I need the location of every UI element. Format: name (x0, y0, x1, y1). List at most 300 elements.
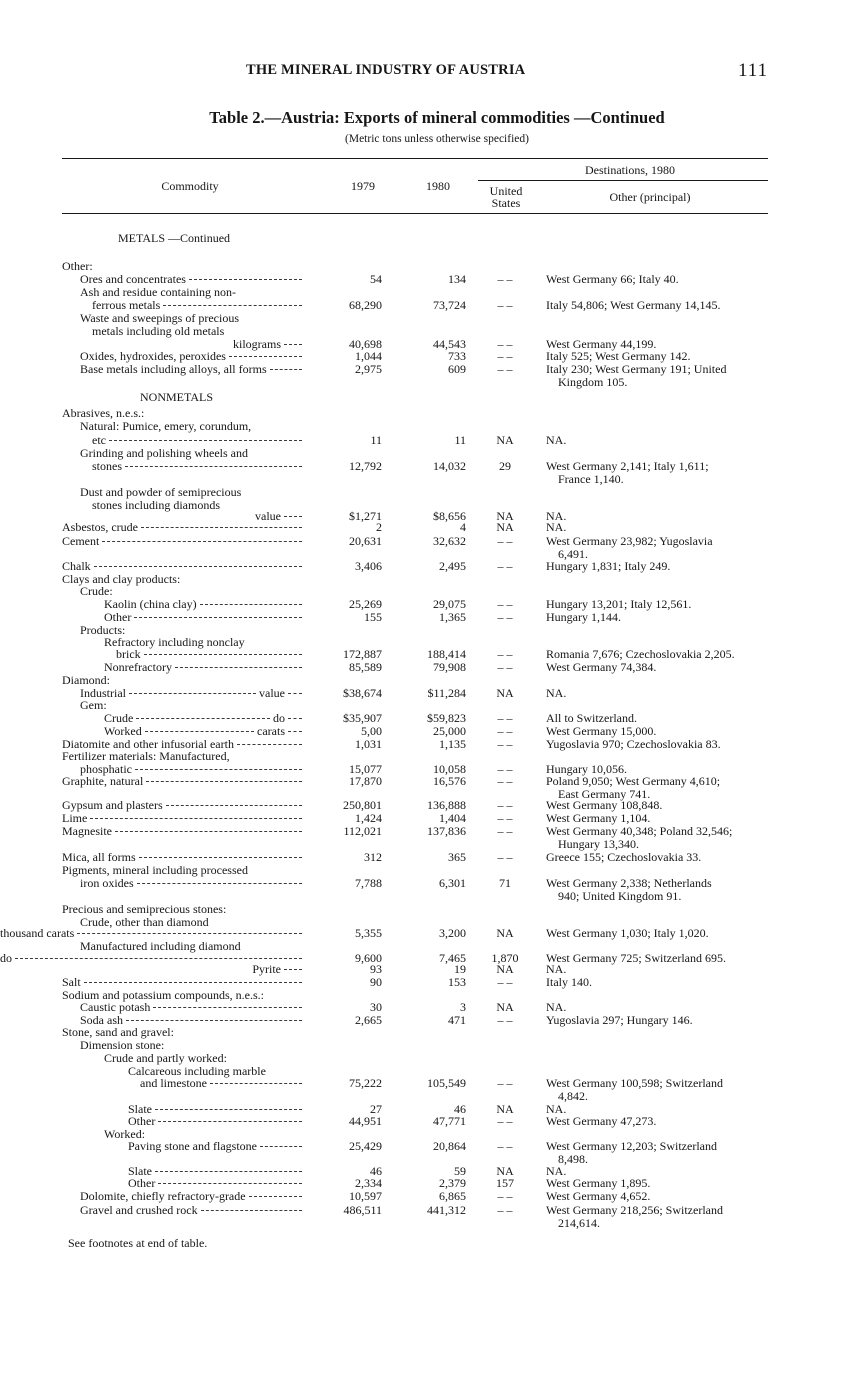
value-other-principal: Italy 140. (546, 975, 592, 989)
dot-leader (166, 804, 302, 806)
dot-leader (155, 1108, 302, 1110)
value-1979: 44,951 (349, 1114, 382, 1128)
row-label-text: Caustic potash (80, 1000, 151, 1014)
dot-leader (210, 1082, 302, 1084)
row-label: Dust and powder of semiprecious (80, 485, 242, 499)
value-other-principal: NA. (546, 509, 567, 523)
value-united-states: NA (496, 433, 514, 447)
value-united-states: NA (496, 926, 514, 940)
row-label: Ash and residue containing non- (80, 285, 236, 299)
value-1979: 46 (370, 1164, 382, 1178)
value-other-principal: Hungary 13,201; Italy 12,561. (546, 597, 692, 611)
dot-leader (135, 768, 302, 770)
table-footnote: See footnotes at end of table. (68, 1236, 208, 1250)
dot-leader (284, 515, 302, 517)
value-1979: 15,077 (349, 762, 382, 776)
value-united-states: – – (497, 1203, 513, 1217)
value-other-principal: West Germany 15,000. (546, 724, 657, 738)
dot-leader (288, 730, 302, 732)
row-label: Crude and partly worked: (104, 1051, 227, 1065)
page-number: 111 (738, 60, 769, 81)
value-united-states: – – (497, 349, 513, 363)
dot-leader (163, 304, 302, 306)
value-1979: 54 (370, 272, 382, 286)
row-label: Crude: (80, 584, 113, 598)
row-label: stones including diamonds (92, 498, 220, 512)
row-label-text: etc (92, 433, 106, 447)
row-label: Abrasives, n.e.s.: (62, 406, 145, 420)
value-1980: 153 (448, 975, 466, 989)
value-united-states: – – (497, 597, 513, 611)
value-1979: 5,00 (361, 724, 382, 738)
value-1980: 25,000 (433, 724, 466, 738)
value-united-states: 1,870 (491, 951, 519, 965)
value-1980: 6,301 (439, 876, 466, 890)
row-unit: do (273, 711, 285, 725)
value-other-principal: West Germany 1,030; Italy 1,020. (546, 926, 709, 940)
value-1980: 3 (460, 1000, 466, 1014)
value-other-principal: West Germany 100,598; Switzerland (546, 1076, 723, 1090)
col-head-1979: 1979 (351, 179, 375, 193)
row-label-text: and limestone (140, 1076, 207, 1090)
value-1979: 2,665 (355, 1013, 382, 1027)
value-united-states: – – (497, 1013, 513, 1027)
value-united-states: NA (496, 962, 514, 976)
row-label-text: Cement (62, 534, 100, 548)
row-label-text: brick (116, 647, 141, 661)
dot-leader (288, 692, 302, 694)
value-other-principal: East Germany 741. (558, 787, 651, 801)
value-united-states: – – (497, 1114, 513, 1128)
dot-leader (102, 540, 302, 542)
row-label-text: Ores and concentrates (80, 272, 186, 286)
value-other-principal: NA. (546, 962, 567, 976)
row-label (80, 1001, 302, 1013)
dot-leader (144, 653, 302, 655)
value-1979: 486,511 (343, 1203, 382, 1217)
row-label: Manufactured including diamond (80, 939, 241, 953)
value-other-principal: Hungary 1,144. (546, 610, 621, 624)
value-1979: 93 (370, 962, 382, 976)
dot-leader (158, 1120, 302, 1122)
dot-leader (260, 1145, 302, 1147)
value-1980: 16,576 (433, 774, 466, 788)
value-1979: 17,870 (349, 774, 382, 788)
dot-leader (284, 968, 302, 970)
row-label: Clays and clay products: (62, 572, 181, 586)
value-1980: 73,724 (433, 298, 466, 312)
value-1979: 25,429 (349, 1139, 382, 1153)
value-1979: 25,269 (349, 597, 382, 611)
dot-leader (155, 1170, 302, 1172)
col-head-destinations: Destinations, 1980 (585, 163, 675, 177)
value-1980: 46 (454, 1102, 466, 1116)
value-other-principal: NA. (546, 686, 567, 700)
row-label: Dimension stone: (80, 1038, 165, 1052)
value-1979: $38,674 (343, 686, 382, 700)
col-head-commodity: Commodity (161, 179, 219, 193)
value-united-states: – – (497, 798, 513, 812)
value-1979: 10,597 (349, 1189, 382, 1203)
row-label: NONMETALS (140, 390, 214, 404)
dot-leader (139, 856, 302, 858)
row-label-text: Salt (62, 975, 81, 989)
row-label (80, 1204, 302, 1216)
row-label-text: Paving stone and flagstone (128, 1139, 257, 1153)
value-other-principal: West Germany 108,848. (546, 798, 663, 812)
col-head-united: United (489, 184, 523, 198)
value-other-principal: West Germany 44,199. (546, 337, 657, 351)
value-1979: 112,021 (343, 824, 382, 838)
row-label: Gem: (80, 698, 107, 712)
value-united-states: – – (497, 298, 513, 312)
value-1979: 155 (364, 610, 382, 624)
dot-leader (189, 278, 302, 280)
row-label: Grinding and polishing wheels and (80, 446, 248, 460)
value-1980: 134 (448, 272, 466, 286)
row-label (104, 598, 302, 610)
value-other-principal: 6,491. (558, 547, 588, 561)
row-label: Stone, sand and gravel: (62, 1025, 174, 1039)
value-1979: 12,792 (349, 459, 382, 473)
dot-leader (229, 355, 302, 357)
row-label: Precious and semiprecious stones: (62, 902, 227, 916)
row-label-text: Crude (104, 711, 134, 725)
value-other-principal: West Germany 12,203; Switzerland (546, 1139, 717, 1153)
value-1979: 1,031 (355, 737, 382, 751)
value-1980: 733 (448, 349, 466, 363)
value-other-principal: 214,614. (558, 1216, 600, 1230)
value-1979: 11 (370, 433, 382, 447)
value-other-principal: Hungary 13,340. (558, 837, 639, 851)
value-1980: 6,865 (439, 1189, 466, 1203)
row-label: Diamond: (62, 673, 110, 687)
value-1980: 609 (448, 362, 466, 376)
value-other-principal: West Germany 66; Italy 40. (546, 272, 679, 286)
value-1980: 136,888 (427, 798, 466, 812)
value-1980: 7,465 (439, 951, 466, 965)
row-label-text: stones (92, 459, 122, 473)
row-label (104, 661, 302, 673)
value-1979: 30 (370, 1000, 382, 1014)
value-1979: 1,424 (355, 811, 382, 825)
row-label (62, 535, 302, 547)
dot-leader (270, 368, 302, 370)
value-1980: 4 (460, 520, 466, 534)
table-subtitle: (Metric tons unless otherwise specified) (345, 133, 529, 145)
value-1980: 1,135 (439, 737, 466, 751)
value-other-principal: Hungary 1,831; Italy 249. (546, 559, 671, 573)
value-other-principal: West Germany 40,348; Poland 32,546; (546, 824, 733, 838)
row-label (92, 434, 302, 446)
value-1980: $8,656 (433, 509, 466, 523)
value-other-principal: Italy 525; West Germany 142. (546, 349, 691, 363)
value-1979: 2,334 (355, 1176, 382, 1190)
dot-leader (94, 565, 302, 567)
value-1979: 250,801 (343, 798, 382, 812)
value-1980: $11,284 (427, 686, 466, 700)
row-label (128, 1177, 302, 1189)
row-label (62, 775, 302, 787)
value-united-states: 29 (499, 459, 511, 473)
value-1980: 59 (454, 1164, 466, 1178)
dot-leader (136, 717, 270, 719)
value-1979: 85,589 (349, 660, 382, 674)
value-other-principal: NA. (546, 1000, 567, 1014)
dot-leader (125, 465, 302, 467)
row-label-text: phosphatic (80, 762, 132, 776)
value-united-states: – – (497, 1189, 513, 1203)
row-label (62, 521, 302, 533)
row-label (92, 460, 302, 472)
value-other-principal: Italy 54,806; West Germany 14,145. (546, 298, 721, 312)
value-1979: 20,631 (349, 534, 382, 548)
row-label-text: Lime (62, 811, 88, 825)
row-label-text: Nonrefractory (104, 660, 172, 674)
row-label-text: Asbestos, crude (62, 520, 138, 534)
value-united-states: – – (497, 762, 513, 776)
row-label-text: ferrous metals (92, 298, 161, 312)
value-1980: 19 (454, 962, 466, 976)
row-label (62, 560, 302, 572)
row-label: METALS —Continued (118, 231, 231, 245)
value-united-states: – – (497, 647, 513, 661)
value-other-principal: Poland 9,050; West Germany 4,610; (546, 774, 721, 788)
row-label-text: iron oxides (80, 876, 134, 890)
value-1980: $59,823 (427, 711, 466, 725)
value-other-principal: Yugoslavia 970; Czechoslovakia 83. (546, 737, 721, 751)
value-1979: $1,271 (349, 509, 382, 523)
dot-leader (284, 343, 302, 345)
row-label (62, 812, 302, 824)
row-label-text: Other (104, 610, 132, 624)
value-united-states: – – (497, 1139, 513, 1153)
value-1979: 40,698 (349, 337, 382, 351)
row-label: Other: (62, 259, 93, 273)
col-head-states: States (491, 196, 521, 210)
row-label-text: Other (128, 1114, 156, 1128)
value-other-principal: NA. (546, 1164, 567, 1178)
value-1980: 471 (448, 1013, 466, 1027)
value-other-principal: Romania 7,676; Czechoslovakia 2,205. (546, 647, 735, 661)
row-label (140, 1077, 302, 1089)
value-united-states: – – (497, 534, 513, 548)
value-1979: $35,907 (343, 711, 382, 725)
value-other-principal: 940; United Kingdom 91. (558, 889, 682, 903)
row-label: Waste and sweepings of precious (80, 311, 239, 325)
value-united-states: 71 (499, 876, 511, 890)
value-1980: 441,312 (427, 1203, 466, 1217)
value-united-states: NA (496, 509, 514, 523)
value-other-principal: All to Switzerland. (546, 711, 637, 725)
value-united-states: – – (497, 337, 513, 351)
value-united-states: – – (497, 362, 513, 376)
value-1980: 47,771 (433, 1114, 466, 1128)
row-label-text: Diatomite and other infusorial earth (62, 737, 234, 751)
value-united-states: – – (497, 559, 513, 573)
value-1979: 1,044 (355, 349, 382, 363)
row-label (104, 712, 302, 724)
dot-leader (77, 932, 302, 934)
row-label-text: kilograms (233, 337, 281, 351)
value-other-principal: Hungary 10,056. (546, 762, 627, 776)
value-1980: 79,908 (433, 660, 466, 674)
row-label (80, 877, 302, 889)
row-unit: value (259, 686, 285, 700)
value-1980: 10,058 (433, 762, 466, 776)
value-united-states: – – (497, 774, 513, 788)
row-label-text: Chalk (62, 559, 91, 573)
value-1980: 20,864 (433, 1139, 466, 1153)
value-other-principal: France 1,140. (558, 472, 624, 486)
dot-leader (201, 1209, 302, 1211)
row-label (104, 611, 302, 623)
dot-leader (146, 780, 302, 782)
dot-leader (158, 1182, 302, 1184)
row-label-text: do (0, 951, 12, 965)
table-title: Table 2.—Austria: Exports of mineral commodities —Continued (209, 108, 665, 127)
value-1979: 312 (364, 850, 382, 864)
row-label-text: thousand carats (0, 926, 75, 940)
value-other-principal: West Germany 74,384. (546, 660, 657, 674)
row-label (128, 1140, 302, 1152)
value-united-states: 157 (496, 1176, 514, 1190)
row-label (62, 799, 302, 811)
value-united-states: – – (497, 711, 513, 725)
row-label (62, 976, 302, 988)
value-united-states: NA (496, 1000, 514, 1014)
row-label: Crude, other than diamond (80, 915, 209, 929)
value-1979: 3,406 (355, 559, 382, 573)
row-unit: carats (257, 724, 285, 738)
value-1979: 68,290 (349, 298, 382, 312)
row-label (62, 825, 302, 837)
dot-leader (288, 717, 302, 719)
value-other-principal: Kingdom 105. (558, 375, 628, 389)
row-label (80, 350, 302, 362)
dot-leader (129, 692, 256, 694)
value-united-states: – – (497, 1076, 513, 1090)
value-1979: 9,600 (355, 951, 382, 965)
running-title: THE MINERAL INDUSTRY OF AUSTRIA (246, 62, 526, 78)
value-other-principal: West Germany 1,895. (546, 1176, 651, 1190)
value-1980: 1,404 (439, 811, 466, 825)
row-label-text: Magnesite (62, 824, 112, 838)
value-other-principal: West Germany 4,652. (546, 1189, 651, 1203)
row-label: Worked: (104, 1127, 146, 1141)
value-united-states: – – (497, 824, 513, 838)
row-label-text: Industrial (80, 686, 126, 700)
row-label (80, 363, 302, 375)
value-1979: 172,887 (343, 647, 382, 661)
value-1980: 14,032 (433, 459, 466, 473)
row-label (80, 687, 302, 699)
dot-leader (84, 981, 302, 983)
value-other-principal: Italy 230; West Germany 191; United (546, 362, 727, 376)
row-label-text: Gypsum and plasters (62, 798, 163, 812)
dot-leader (115, 830, 302, 832)
value-1979: 75,222 (349, 1076, 382, 1090)
row-label-text: Pyrite (252, 962, 281, 976)
value-1980: 1,365 (439, 610, 466, 624)
row-label-text: Gravel and crushed rock (80, 1203, 198, 1217)
dot-leader (249, 1195, 302, 1197)
dot-leader (141, 526, 302, 528)
value-other-principal: Yugoslavia 297; Hungary 146. (546, 1013, 693, 1027)
row-label (80, 273, 302, 285)
row-label: metals including old metals (92, 324, 225, 338)
row-label (104, 725, 302, 737)
value-united-states: – – (497, 737, 513, 751)
row-label (92, 299, 302, 311)
value-1980: 2,495 (439, 559, 466, 573)
value-other-principal: NA. (546, 1102, 567, 1116)
value-1980: 188,414 (427, 647, 466, 661)
value-other-principal: West Germany 1,104. (546, 811, 651, 825)
row-label (80, 1190, 302, 1202)
value-1980: 3,200 (439, 926, 466, 940)
dot-leader (153, 1006, 302, 1008)
row-label-text: Soda ash (80, 1013, 123, 1027)
dot-leader (126, 1019, 302, 1021)
value-other-principal: West Germany 2,338; Netherlands (546, 876, 712, 890)
value-united-states: – – (497, 610, 513, 624)
row-label: Refractory including nonclay (104, 635, 245, 649)
value-other-principal: West Germany 218,256; Switzerland (546, 1203, 723, 1217)
value-united-states: NA (496, 520, 514, 534)
value-1980: 105,549 (427, 1076, 466, 1090)
row-label: Pigments, mineral including processed (62, 863, 248, 877)
value-other-principal: NA. (546, 433, 567, 447)
value-1980: 365 (448, 850, 466, 864)
dot-leader (200, 603, 302, 605)
value-united-states: – – (497, 811, 513, 825)
row-label-text: Mica, all forms (62, 850, 136, 864)
value-1979: 27 (370, 1102, 382, 1116)
row-label-text: Graphite, natural (62, 774, 144, 788)
value-1979: 7,788 (355, 876, 382, 890)
row-label (200, 963, 302, 975)
row-label: Products: (80, 623, 126, 637)
row-label (0, 927, 302, 939)
row-label (116, 648, 302, 660)
dot-leader (145, 730, 254, 732)
value-other-principal: NA. (546, 520, 567, 534)
value-1979: 90 (370, 975, 382, 989)
row-label: Fertilizer materials: Manufactured, (62, 749, 230, 763)
row-label: Sodium and potassium compounds, n.e.s.: (62, 988, 264, 1002)
row-label: Natural: Pumice, emery, corundum, (80, 419, 252, 433)
value-1979: 2 (376, 520, 382, 534)
value-united-states: – – (497, 660, 513, 674)
dot-leader (237, 743, 302, 745)
value-united-states: – – (497, 850, 513, 864)
value-other-principal: 4,842. (558, 1089, 588, 1103)
row-label-text: Slate (128, 1164, 152, 1178)
value-united-states: NA (496, 1102, 514, 1116)
value-1980: 44,543 (433, 337, 466, 351)
value-1980: 29,075 (433, 597, 466, 611)
dot-leader (137, 882, 302, 884)
value-other-principal: West Germany 47,273. (546, 1114, 657, 1128)
value-other-principal: West Germany 23,982; Yugoslavia (546, 534, 713, 548)
value-united-states: – – (497, 272, 513, 286)
value-1980: 32,632 (433, 534, 466, 548)
col-head-other-principal: Other (principal) (609, 190, 691, 204)
row-label-text: Kaolin (china clay) (104, 597, 197, 611)
row-label-text: Worked (104, 724, 142, 738)
row-label-text: Other (128, 1176, 156, 1190)
